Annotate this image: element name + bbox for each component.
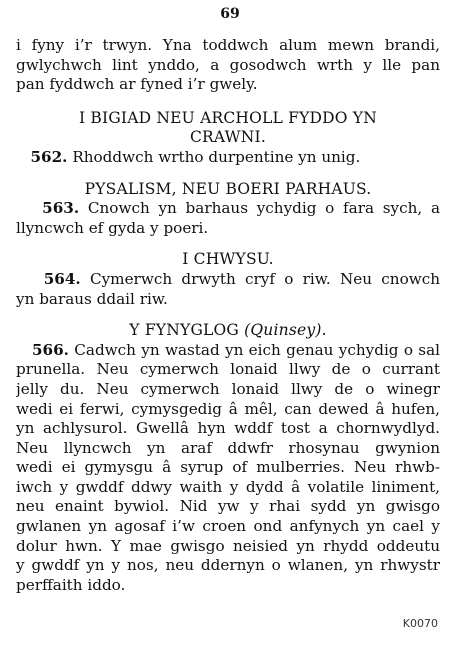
text-line: Cnowch yn barhaus ychydig o fara sych, a: [87, 199, 440, 218]
text-line: dolur hwn. Y mae gwisgo neisied yn rhydd oddeutu: [16, 536, 440, 555]
section-heading: I CHWYSU.: [182, 250, 274, 269]
text-line: Cymerwch drwyth cryf o riw. Neu cnowch: [89, 269, 440, 288]
text-line: yn achlysurol. Gwellâ hyn wddf tost a chornwydlyd.: [16, 419, 440, 438]
section-heading: CRAWNI.: [189, 128, 267, 147]
section-heading: I BIGIAD NEU ARCHOLL FYDDO YN: [78, 108, 377, 127]
text-line: perffaith iddo.: [16, 575, 126, 594]
recipe-number: 563.: [42, 199, 80, 218]
heading-paren: (Quinsey).: [244, 321, 327, 340]
text-line: jelly du. Neu cymerwch lonaid llwy de o winegr: [16, 379, 440, 398]
text-line: wedi ei ferwi, cymysgedig â mêl, can dewed â hufen,: [16, 399, 440, 418]
page-body: [16, 36, 440, 595]
text-line: y gwddf yn y nos, neu ddernyn o wlanen, yn rhwystr: [16, 556, 440, 575]
section-heading: PYSALISM, NEU BOERI PARHAUS.: [84, 179, 372, 198]
text-line: i fyny i’r trwyn. Yna toddwch alum mewn brandi,: [16, 36, 440, 54]
recipe-paragraph: [16, 199, 440, 219]
text-line: pan fyddwch ar fyned i’r gwely.: [16, 75, 258, 94]
text-line: Neu llyncwch yn araf ddwfr rhosynau gwynion: [16, 438, 440, 457]
text-line: Cadwch yn wastad yn eich genau ychydig o sal: [74, 340, 440, 359]
recipe-number: 562.: [30, 147, 68, 166]
text-line: gwlanen yn agosaf i’w croen ond anfynych yn cael y: [16, 517, 440, 536]
text-line: yn baraus ddail riw.: [16, 289, 168, 308]
page-number: 69: [220, 6, 240, 22]
section-heading: [16, 321, 440, 341]
recipe-number: 566.: [31, 340, 69, 359]
text-line: Rhoddwch wrtho durpentine yn unig.: [72, 147, 361, 166]
text-line: llyncwch ef gyda y poeri.: [16, 218, 209, 237]
text-line: iwch y gwddf ddwy waith y dydd â volatile liniment,: [16, 477, 440, 496]
recipe-paragraph: [16, 270, 440, 290]
heading-text: Y FYNYGLOG: [129, 321, 240, 340]
text-line: wedi ei gymysgu â syrup of mulberries. Neu rhwb-: [16, 458, 440, 477]
text-line: gwlychwch lint ynddo, a gosodwch wrth y lle pan: [16, 55, 440, 74]
catalog-code: K0070: [402, 617, 438, 630]
recipe-number: 564.: [43, 269, 81, 288]
recipe-paragraph: [16, 341, 440, 361]
text-line: neu enaint bywiol. Nid yw y rhai sydd yn gwisgo: [16, 497, 440, 516]
text-line: prunella. Neu cymerwch lonaid llwy de o currant: [16, 360, 440, 379]
recipe-paragraph: [16, 148, 440, 168]
